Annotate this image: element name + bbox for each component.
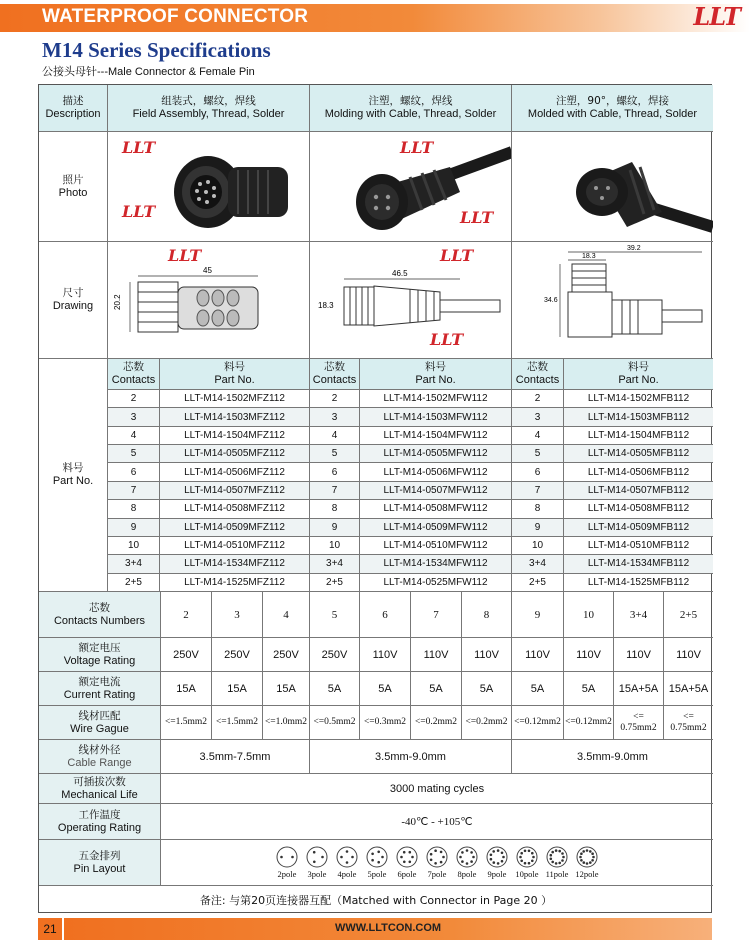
product-1-drawing — [108, 242, 310, 359]
cable-zh: 线材外径 — [78, 743, 121, 756]
part-number: LLT-M14-0507MFZ112 — [160, 482, 310, 500]
photo-label — [39, 132, 108, 242]
dim-height: 34.6 — [544, 297, 558, 304]
part-contacts: 5 — [512, 445, 564, 463]
product-1-photo — [108, 132, 310, 242]
partno-header-en: Part No. — [415, 374, 456, 386]
contacts_numbers-value: 2+5 — [679, 608, 698, 621]
wire-value: <=0.12mm2 — [564, 706, 614, 739]
cable-row — [39, 740, 713, 774]
part-contacts: 2 — [108, 390, 160, 408]
pin-layout-item — [482, 846, 512, 879]
part-number: LLT-M14-1534MFW112 — [360, 555, 512, 573]
page-number: 21 — [38, 918, 62, 940]
part-number: LLT-M14-0505MFZ112 — [160, 445, 310, 463]
right-angle-connector-image — [512, 132, 713, 242]
part-contacts: 10 — [310, 537, 360, 555]
remark-note: 备注: 与第20页连接器互配（Matched with Connector in Page 20 ） — [199, 893, 553, 907]
part-contacts: 9 — [108, 519, 160, 537]
part-contacts: 3+4 — [310, 555, 360, 573]
pin-count-label: 2pole — [277, 869, 297, 879]
pin-layout-label — [39, 840, 161, 885]
part-number: LLT-M14-0509MFW112 — [360, 519, 512, 537]
current-en: Current Rating — [63, 688, 136, 701]
partno-header-zh: 料号 — [224, 361, 245, 373]
photo-label-en: Photo — [58, 186, 88, 199]
part-number: LLT-M14-0507MFB112 — [564, 482, 713, 500]
partno-header-1 — [160, 359, 310, 390]
contacts-header-1 — [108, 359, 160, 390]
dim-head: 18.3 — [582, 253, 596, 260]
part-contacts: 9 — [310, 519, 360, 537]
part-contacts: 5 — [310, 445, 360, 463]
header-bar — [0, 0, 750, 36]
life-en: Mechanical Life — [61, 788, 138, 801]
pin-count-label: 10pole — [515, 869, 539, 879]
life-label — [39, 774, 161, 803]
voltage-value: 110V — [360, 638, 411, 671]
pin-diagram-icon — [336, 846, 358, 868]
product-2-dimension-drawing — [310, 242, 512, 359]
product-3-photo — [512, 132, 713, 242]
series-title: M14 Series Specifications — [42, 38, 271, 62]
current-value: 5A — [411, 672, 462, 705]
contacts_numbers-value: 4 — [263, 592, 310, 637]
pin-layout-en: Pin Layout — [73, 862, 126, 875]
product-1-dimension-drawing — [108, 242, 310, 359]
contacts-numbers-label — [39, 592, 161, 637]
part-contacts: 4 — [512, 427, 564, 445]
contacts_numbers-value: 5 — [310, 592, 360, 637]
pin-count-label: 8pole — [457, 869, 477, 879]
part-number: LLT-M14-0508MFZ112 — [160, 500, 310, 518]
contacts-header-en: Contacts — [515, 374, 560, 386]
cable-en: Cable Range — [67, 756, 132, 769]
pin-layout-item — [332, 846, 362, 879]
temp-row — [39, 804, 713, 840]
part-number: LLT-M14-1503MFB112 — [564, 408, 713, 426]
part-number: LLT-M14-1534MFB112 — [564, 555, 713, 573]
spec-table — [38, 84, 712, 913]
part-contacts: 5 — [108, 445, 160, 463]
part-number: LLT-M14-1503MFZ112 — [160, 408, 310, 426]
product-1-description — [108, 85, 310, 132]
drawing-label-zh: 尺寸 — [62, 287, 84, 299]
cable-label — [39, 740, 161, 773]
pin-diagram-icon — [306, 846, 328, 868]
part-contacts: 7 — [108, 482, 160, 500]
drawing-label-en: Drawing — [52, 300, 94, 312]
current-zh: 额定电流 — [78, 675, 121, 688]
pin-count-label: 6pole — [397, 869, 417, 879]
part-number: LLT-M14-1525MFZ112 — [160, 574, 310, 592]
partno-header-2 — [360, 359, 512, 390]
pin-diagram-icon — [366, 846, 388, 868]
pin-layout-item — [542, 846, 572, 879]
part-contacts: 3+4 — [108, 555, 160, 573]
dim-length: 46.5 — [392, 269, 408, 278]
logo-watermark: LLT — [122, 138, 156, 157]
part-contacts: 3+4 — [512, 555, 564, 573]
cable-range-1: 3.5mm-7.5mm — [161, 740, 310, 773]
contacts-header-en: Contacts — [111, 374, 156, 386]
partno-header-en: Part No. — [214, 374, 255, 386]
part-number: LLT-M14-0508MFW112 — [360, 500, 512, 518]
product-2-description — [310, 85, 512, 132]
part-number: LLT-M14-1504MFZ112 — [160, 427, 310, 445]
part-number: LLT-M14-0525MFW112 — [360, 574, 512, 592]
pin-layout-item — [422, 846, 452, 879]
contacts_numbers-value: 9 — [512, 592, 564, 637]
part-contacts: 10 — [512, 537, 564, 555]
photo-label-zh: 照片 — [62, 173, 84, 186]
part-number: LLT-M14-0505MFW112 — [360, 445, 512, 463]
product-2-desc-en: Molding with Cable, Thread, Solder — [324, 108, 497, 120]
voltage-value: 110V — [564, 638, 614, 671]
pin-layout-item — [392, 846, 422, 879]
product-1-desc-en: Field Assembly, Thread, Solder — [132, 108, 285, 120]
pin-layout-item — [302, 846, 332, 879]
product-3-drawing — [512, 242, 713, 359]
current-value: 5A — [310, 672, 360, 705]
pin-diagram-icon — [486, 846, 508, 868]
part-contacts: 2 — [512, 390, 564, 408]
part-number: LLT-M14-0508MFB112 — [564, 500, 713, 518]
part-contacts: 6 — [512, 463, 564, 481]
pin-count-label: 12pole — [575, 869, 599, 879]
wire-value: <=0.3mm2 — [360, 706, 411, 739]
pin-layout-row — [39, 840, 713, 886]
pin-diagram-icon — [426, 846, 448, 868]
pin-diagram-icon — [396, 846, 418, 868]
temperature-value: -40℃ - +105℃ — [401, 816, 473, 828]
voltage-value: 110V — [411, 638, 462, 671]
part-contacts: 8 — [108, 500, 160, 518]
part-contacts: 4 — [310, 427, 360, 445]
wire-value: <=0.2mm2 — [462, 706, 512, 739]
current-value: 15A — [161, 672, 212, 705]
product-2-drawing — [310, 242, 512, 359]
brand-logo: LLT — [693, 2, 740, 31]
pin-layout-item — [272, 846, 302, 879]
contacts-header-zh: 芯数 — [324, 361, 345, 373]
current-value: 15A — [263, 672, 310, 705]
life-row — [39, 774, 713, 804]
part-number: LLT-M14-1502MFB112 — [564, 390, 713, 408]
pin-layout-diagrams — [161, 840, 713, 885]
dim-length: 39.2 — [627, 245, 641, 252]
contacts_numbers-value: 6 — [360, 592, 411, 637]
pin-diagram-icon — [276, 846, 298, 868]
pin-diagram-icon — [516, 846, 538, 868]
current-value: 5A — [462, 672, 512, 705]
logo-watermark: LLT — [440, 246, 474, 265]
description-label-en: Description — [45, 108, 101, 120]
part-number: LLT-M14-1525MFB112 — [564, 574, 713, 592]
partno-label — [39, 359, 108, 592]
dim-length: 45 — [203, 266, 212, 275]
pin-layout-item — [362, 846, 392, 879]
voltage-value: 110V — [462, 638, 512, 671]
current-value: 5A — [564, 672, 614, 705]
life-zh: 可插拔次数 — [73, 775, 126, 788]
voltage-zh: 额定电压 — [78, 641, 121, 654]
part-contacts: 2+5 — [310, 574, 360, 592]
footer — [38, 918, 712, 940]
temp-en: Operating Rating — [57, 821, 142, 834]
logo-watermark: LLT — [400, 138, 434, 157]
pin-layout-item — [452, 846, 482, 879]
part-contacts: 7 — [512, 482, 564, 500]
current-label — [39, 672, 161, 705]
footer-band — [64, 918, 712, 940]
part-number: LLT-M14-0510MFZ112 — [160, 537, 310, 555]
wire-value: <=0.2mm2 — [411, 706, 462, 739]
part-number: LLT-M14-1502MFW112 — [360, 390, 512, 408]
product-2-photo — [310, 132, 512, 242]
voltage-value: 250V — [263, 638, 310, 671]
description-label — [39, 85, 108, 132]
product-3-desc-zh: 注塑，90°，螺纹，焊接 — [555, 95, 670, 107]
wire-value: <= 0.75mm2 — [670, 711, 707, 733]
contacts_numbers-value: 10 — [564, 592, 614, 637]
wire-value: <= 0.75mm2 — [614, 706, 664, 739]
current-value: 5A — [360, 672, 411, 705]
pin-diagram-icon — [576, 846, 598, 868]
wire-value: <=0.5mm2 — [310, 706, 360, 739]
part-number: LLT-M14-1503MFW112 — [360, 408, 512, 426]
part-contacts: 3 — [310, 408, 360, 426]
part-contacts: 8 — [512, 500, 564, 518]
logo-watermark: LLT — [460, 208, 494, 227]
voltage-value: 250V — [161, 638, 212, 671]
voltage-value: 110V — [614, 638, 664, 671]
part-number: LLT-M14-1504MFW112 — [360, 427, 512, 445]
part-contacts: 9 — [512, 519, 564, 537]
voltage-row — [39, 638, 713, 672]
part-number: LLT-M14-0509MFZ112 — [160, 519, 310, 537]
voltage-value: 250V — [310, 638, 360, 671]
cable-range-3: 3.5mm-9.0mm — [577, 750, 648, 763]
partno-header-zh: 料号 — [628, 361, 649, 373]
current-value: 15A+5A — [668, 682, 709, 695]
product-3-dimension-drawing — [512, 242, 713, 359]
part-contacts: 3 — [512, 408, 564, 426]
part-number: LLT-M14-0510MFW112 — [360, 537, 512, 555]
current-value: 15A+5A — [614, 672, 664, 705]
partno-label-en: Part No. — [52, 475, 94, 487]
product-2-desc-zh: 注塑，螺纹，焊线 — [368, 95, 453, 107]
logo-watermark: LLT — [430, 330, 464, 349]
part-number: LLT-M14-0510MFB112 — [564, 537, 713, 555]
contacts-numbers-zh: 芯数 — [89, 601, 110, 614]
part-contacts: 7 — [310, 482, 360, 500]
wire-en: Wire Gague — [70, 722, 129, 735]
product-3-desc-en: Molded with Cable, Thread, Solder — [527, 108, 698, 120]
pin-diagram-icon — [546, 846, 568, 868]
part-number: LLT-M14-1502MFZ112 — [160, 390, 310, 408]
connector-subtitle: 公接头母针---Male Connector & Female Pin — [42, 66, 255, 78]
wire-zh: 线材匹配 — [78, 709, 121, 722]
partno-header-zh: 料号 — [425, 361, 446, 373]
temp-zh: 工作温度 — [78, 808, 121, 821]
description-label-zh: 描述 — [62, 95, 84, 107]
mechanical-life-value: 3000 mating cycles — [389, 782, 485, 795]
partno-header-3 — [564, 359, 713, 390]
contacts_numbers-value: 8 — [462, 592, 512, 637]
part-contacts: 2 — [310, 390, 360, 408]
page-title: WATERPROOF CONNECTOR — [42, 6, 309, 27]
contacts-header-2 — [310, 359, 360, 390]
part-contacts: 2+5 — [108, 574, 160, 592]
dim-height: 18.3 — [318, 301, 334, 310]
part-contacts: 8 — [310, 500, 360, 518]
cable-range-2: 3.5mm-9.0mm — [310, 740, 512, 773]
logo-watermark: LLT — [122, 202, 156, 221]
product-3-description — [512, 85, 713, 132]
current-value: 5A — [512, 672, 564, 705]
contacts-header-3 — [512, 359, 564, 390]
pin-layout-item — [572, 846, 602, 879]
wire-value: <=1.5mm2 — [161, 706, 212, 739]
part-contacts: 10 — [108, 537, 160, 555]
contacts-numbers-row — [39, 592, 713, 638]
pin-count-label: 7pole — [427, 869, 447, 879]
part-number: LLT-M14-0506MFZ112 — [160, 463, 310, 481]
current-value: 15A — [212, 672, 263, 705]
voltage-en: Voltage Rating — [63, 654, 136, 667]
current-row — [39, 672, 713, 706]
wire-row — [39, 706, 713, 740]
pin-diagram-icon — [456, 846, 478, 868]
pin-layout-item — [512, 846, 542, 879]
part-number: LLT-M14-1534MFZ112 — [160, 555, 310, 573]
pin-list — [272, 846, 602, 879]
wire-value: <=1.5mm2 — [212, 706, 263, 739]
contacts_numbers-value: 7 — [411, 592, 462, 637]
partno-header-en: Part No. — [618, 374, 659, 386]
contacts_numbers-value: 3+4 — [614, 592, 664, 637]
product-1-desc-zh: 组装式，螺纹，焊线 — [161, 95, 256, 107]
website-url: WWW.LLTCON.COM — [334, 922, 442, 934]
drawing-label — [39, 242, 108, 359]
contacts_numbers-value: 3 — [212, 592, 263, 637]
voltage-value: 110V — [676, 648, 701, 661]
contacts-numbers-en: Contacts Numbers — [53, 614, 146, 627]
dim-height: 20.2 — [113, 294, 122, 310]
voltage-label — [39, 638, 161, 671]
logo-watermark: LLT — [168, 246, 202, 265]
part-number: LLT-M14-1504MFB112 — [564, 427, 713, 445]
part-contacts: 6 — [108, 463, 160, 481]
pin-count-label: 3pole — [307, 869, 327, 879]
contacts-header-zh: 芯数 — [527, 361, 548, 373]
part-number: LLT-M14-0507MFW112 — [360, 482, 512, 500]
part-contacts: 2+5 — [512, 574, 564, 592]
part-number: LLT-M14-0505MFB112 — [564, 445, 713, 463]
part-number: LLT-M14-0506MFW112 — [360, 463, 512, 481]
partno-label-zh: 料号 — [62, 462, 84, 474]
part-number: LLT-M14-0509MFB112 — [564, 519, 713, 537]
wire-value: <=1.0mm2 — [263, 706, 310, 739]
voltage-value: 110V — [512, 638, 564, 671]
part-contacts: 3 — [108, 408, 160, 426]
pin-count-label: 4pole — [337, 869, 357, 879]
contacts_numbers-value: 2 — [161, 592, 212, 637]
pin-layout-zh: 五金排列 — [78, 849, 121, 862]
wire-label — [39, 706, 161, 739]
contacts-header-en: Contacts — [312, 374, 357, 386]
temp-label — [39, 804, 161, 839]
pin-count-label: 9pole — [487, 869, 507, 879]
part-number: LLT-M14-0506MFB112 — [564, 463, 713, 481]
wire-value: <=0.12mm2 — [512, 706, 564, 739]
pin-count-label: 5pole — [367, 869, 387, 879]
voltage-value: 250V — [212, 638, 263, 671]
pin-count-label: 11pole — [545, 869, 569, 879]
part-contacts: 6 — [310, 463, 360, 481]
part-contacts: 4 — [108, 427, 160, 445]
contacts-header-zh: 芯数 — [123, 361, 144, 373]
